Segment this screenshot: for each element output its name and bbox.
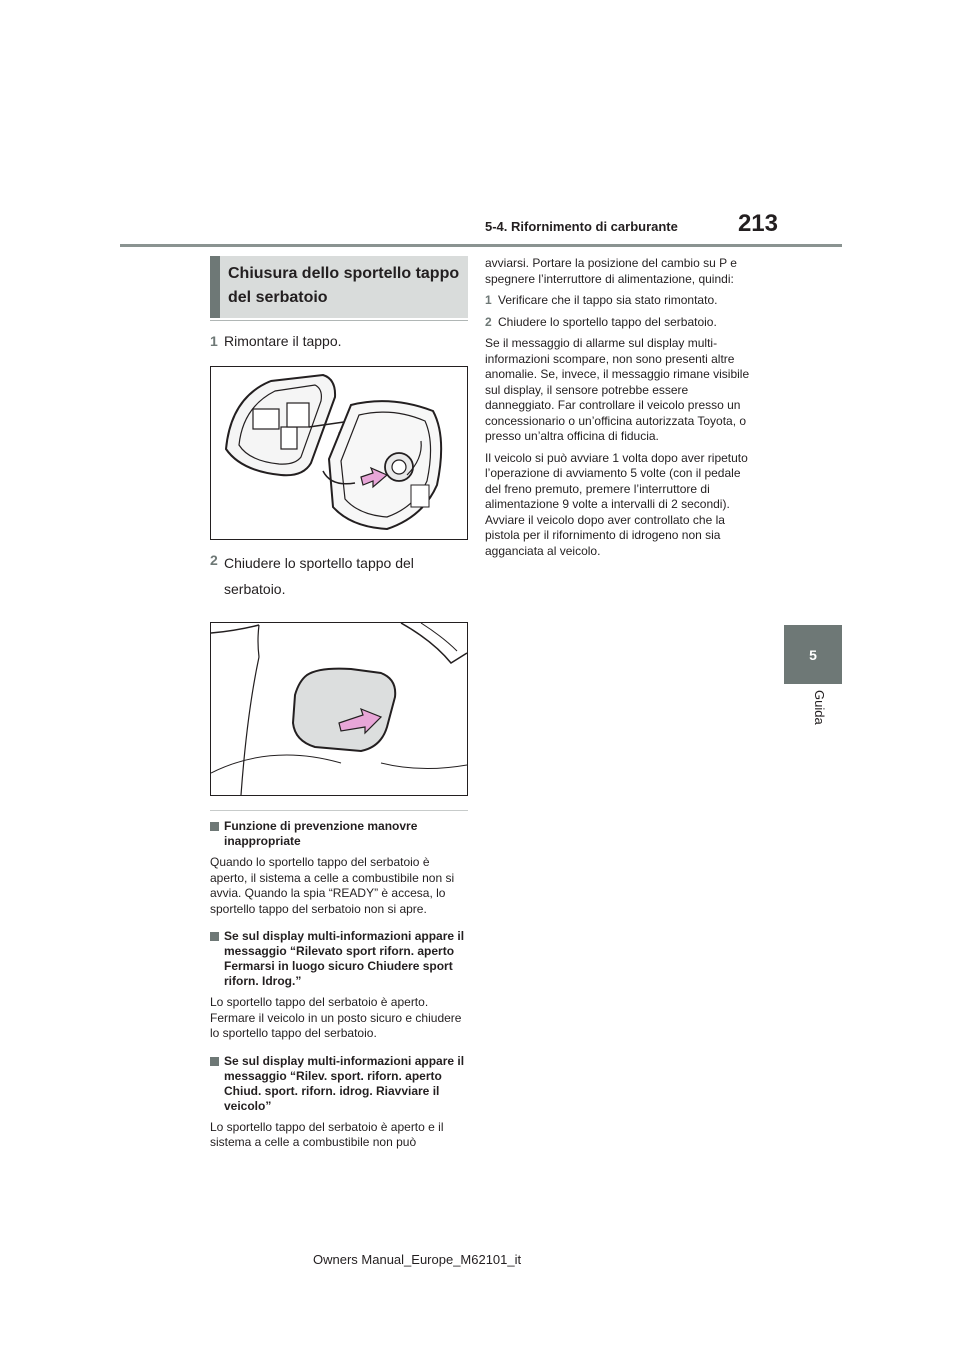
page-number: 213 xyxy=(737,210,778,237)
step-text: Rimontare il tappo. xyxy=(224,333,342,349)
step-number: 2 xyxy=(485,314,492,329)
note-title-text: Se sul display multi-informazioni appare il messaggio “Rilevato sport riforn. aperto Fermarsi in luogo sicuro Chiudere sport riforn. Idrog.” xyxy=(224,929,465,988)
note-title-text: Se sul display multi-informazioni appare il messaggio “Rilev. sport. riforn. aperto Chiud. sport. riforn. idrog. Riavviare il veicolo” xyxy=(224,1053,465,1113)
note-body-3: Lo sportello tappo del serbatoio è aperto e il sistema a celle a combustibile non può xyxy=(210,1119,444,1149)
section-title: 5-4. Rifornimento di carburante xyxy=(485,219,678,234)
fuel-door-illustration xyxy=(210,622,468,796)
step-text: Chiudere lo sportello tappo del serbatoio. xyxy=(498,314,717,329)
footer-text: Owners Manual_Europe_M62101_it xyxy=(313,1252,522,1267)
fuel-door-drawing xyxy=(211,623,467,795)
right-column xyxy=(485,256,755,559)
bullet-square-icon xyxy=(210,822,219,831)
check-step-2 xyxy=(485,315,755,331)
step-number: 2 xyxy=(210,552,218,568)
left-column xyxy=(210,256,468,1151)
divider xyxy=(210,810,468,811)
chapter-label: Guida xyxy=(812,690,827,725)
fuel-cap-illustration xyxy=(210,366,468,540)
header-rule xyxy=(120,244,842,247)
chapter-tab[interactable]: 5 xyxy=(784,625,842,684)
step-number: 1 xyxy=(485,293,492,307)
paragraph-1: Se il messaggio di allarme sul display multi-informazioni scompare, non sono presenti altre anomalie. Se, invece, il messaggio rimane visibile sul display, il sensore potrebbe essere danneggiato. Far controllare il veicolo presso un concessionario o un’officina autorizzata Toyota, o presso un’altra officina di fiducia. xyxy=(485,336,750,443)
intro-text: avviarsi. Portare la posizione del cambio su P e spegnere l’interruttore di alimentazione, quindi: xyxy=(485,256,737,286)
fuel-cap-drawing xyxy=(211,367,467,539)
step-text: Chiudere lo sportello tappo del serbatoio. xyxy=(224,555,414,597)
note-title-text: Funzione di prevenzione manovre inappropriate xyxy=(224,819,418,848)
note-title-2 xyxy=(210,929,468,989)
note-title-3 xyxy=(210,1054,468,1114)
note-body-2: Lo sportello tappo del serbatoio è aperto. Fermare il veicolo in un posto sicuro e chiudere lo sportello tappo del serbatoio. xyxy=(210,995,462,1040)
note-title-1 xyxy=(210,819,468,849)
paragraph-2: Il veicolo si può avviare 1 volta dopo aver ripetuto l’operazione di avviamento 5 volte (con il pedale del freno premuto, premere l’interruttore di alimentazione 9 volte a intervalli di 2 secondi). Avviare il veicolo dopo aver controllato che la pistola per il rifornimento di idrogeno non sia agganciata al veicolo. xyxy=(485,450,748,558)
check-step-1 xyxy=(485,293,755,309)
note-body-1: Quando lo sportello tappo del serbatoio è aperto, il sistema a celle a combustibile non si avvia. Quando la spia “READY” è accesa, lo sportello tappo del serbatoio non si apre. xyxy=(210,855,455,916)
bullet-square-icon xyxy=(210,932,219,941)
step-text: Verificare che il tappo sia stato rimontato. xyxy=(498,293,718,307)
step-2 xyxy=(210,550,468,602)
step-1 xyxy=(210,331,468,352)
heading-rule xyxy=(210,320,468,321)
section-heading: Chiusura dello sportello tappo del serbatoio xyxy=(210,256,468,318)
step-number: 1 xyxy=(210,333,218,349)
bullet-square-icon xyxy=(210,1057,219,1066)
